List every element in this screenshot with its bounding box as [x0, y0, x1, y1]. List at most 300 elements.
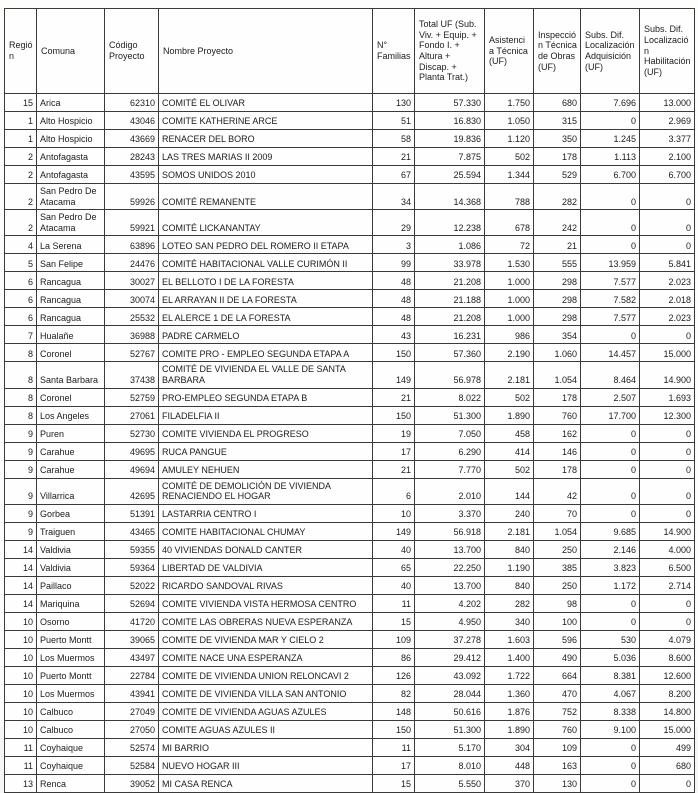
cell: Calbuco [37, 720, 105, 738]
cell: COMITE DE VIVIENDA UNION RELONCAVI 2 [159, 666, 373, 684]
cell: RENACER DEL BORO [159, 130, 373, 148]
cell: 43595 [105, 166, 159, 184]
cell: RUCA PANGUE [159, 442, 373, 460]
table-row [5, 442, 695, 460]
table-row [5, 576, 695, 594]
cell: COMITE AGUAS AZULES II [159, 720, 373, 738]
cell: 21 [373, 388, 415, 406]
cell: 0 [581, 184, 640, 210]
column-header: Comuna [37, 9, 105, 94]
table-row [5, 460, 695, 478]
cell: Coyhaique [37, 756, 105, 774]
column-header: Región [5, 9, 37, 94]
cell: Arica [37, 94, 105, 112]
table-body [5, 94, 695, 793]
cell: COMITE DE VIVIENDA MAR Y CIELO 2 [159, 630, 373, 648]
cell: COMITE DE VIVIENDA AGUAS AZULES [159, 702, 373, 720]
column-header: Nombre Proyecto [159, 9, 373, 94]
cell: 17 [373, 756, 415, 774]
cell: 9 [5, 424, 37, 442]
cell: 1.890 [485, 720, 534, 738]
cell: 2.507 [581, 388, 640, 406]
cell: 555 [534, 254, 581, 272]
cell: 1.876 [485, 702, 534, 720]
cell: 14.900 [640, 362, 695, 388]
cell: 282 [534, 184, 581, 210]
cell: 0 [640, 424, 695, 442]
cell: Coyhaique [37, 738, 105, 756]
cell: 414 [485, 442, 534, 460]
table-row [5, 666, 695, 684]
table-row [5, 522, 695, 540]
cell: 8.338 [581, 702, 640, 720]
cell: 49694 [105, 460, 159, 478]
table-row [5, 630, 695, 648]
cell: 9 [5, 504, 37, 522]
cell: 6.700 [581, 166, 640, 184]
cell: COMITE VIVIENDA VISTA HERMOSA CENTRO [159, 594, 373, 612]
cell: 9 [5, 442, 37, 460]
cell: 8 [5, 362, 37, 388]
cell: Antofagasta [37, 166, 105, 184]
cell: 82 [373, 684, 415, 702]
cell: 298 [534, 308, 581, 326]
cell: 0 [581, 612, 640, 630]
cell: 150 [373, 406, 415, 424]
cell: 13.000 [640, 94, 695, 112]
cell: 36988 [105, 326, 159, 344]
cell: 490 [534, 648, 581, 666]
cell: 40 [373, 540, 415, 558]
cell: 282 [485, 594, 534, 612]
cell: 39052 [105, 774, 159, 792]
cell: 350 [534, 130, 581, 148]
cell: Coronel [37, 344, 105, 362]
cell: 59926 [105, 184, 159, 210]
cell: 10 [373, 504, 415, 522]
cell: 30074 [105, 290, 159, 308]
table-row [5, 308, 695, 326]
cell: 680 [640, 756, 695, 774]
table-row [5, 290, 695, 308]
cell: 298 [534, 290, 581, 308]
cell: Antofagasta [37, 148, 105, 166]
cell: 7.577 [581, 308, 640, 326]
cell: PADRE CARMELO [159, 326, 373, 344]
cell: 59355 [105, 540, 159, 558]
cell: 1.603 [485, 630, 534, 648]
cell: 27061 [105, 406, 159, 424]
cell: Rancagua [37, 308, 105, 326]
cell: 8.022 [415, 388, 485, 406]
cell: San Pedro De Atacama [37, 184, 105, 210]
cell: 6 [5, 272, 37, 290]
cell: 41720 [105, 612, 159, 630]
cell: 5.841 [640, 254, 695, 272]
cell: 0 [640, 236, 695, 254]
cell: 0 [581, 112, 640, 130]
cell: 2.181 [485, 362, 534, 388]
table-header [5, 9, 695, 94]
cell: 8.381 [581, 666, 640, 684]
cell: 57.360 [415, 344, 485, 362]
cell: 40 [373, 576, 415, 594]
cell: 12.600 [640, 666, 695, 684]
cell: 2.100 [640, 148, 695, 166]
cell: COMITÉ DE VIVIENDA EL VALLE DE SANTA BARBARA [159, 362, 373, 388]
cell: 12.300 [640, 406, 695, 424]
cell: San Pedro De Atacama [37, 210, 105, 236]
column-header: Asistencia Técnica (UF) [485, 9, 534, 94]
cell: 51 [373, 112, 415, 130]
cell: 2.010 [415, 478, 485, 504]
cell: 678 [485, 210, 534, 236]
cell: 149 [373, 362, 415, 388]
cell: 0 [581, 210, 640, 236]
cell: 385 [534, 558, 581, 576]
table-row [5, 540, 695, 558]
cell: 52730 [105, 424, 159, 442]
cell: 14 [5, 558, 37, 576]
cell: 596 [534, 630, 581, 648]
cell: LAS TRES MARIAS II 2009 [159, 148, 373, 166]
cell: LASTARRIA CENTRO I [159, 504, 373, 522]
cell: 1.120 [485, 130, 534, 148]
cell: 5 [5, 254, 37, 272]
cell: 10 [5, 630, 37, 648]
cell: 43046 [105, 112, 159, 130]
cell: 40 VIVIENDAS DONALD CANTER [159, 540, 373, 558]
cell: Alto Hospicio [37, 130, 105, 148]
cell: 29 [373, 210, 415, 236]
cell: 2.146 [581, 540, 640, 558]
cell: Rancagua [37, 272, 105, 290]
cell: 43941 [105, 684, 159, 702]
cell: 21 [373, 460, 415, 478]
cell: 42 [534, 478, 581, 504]
cell: 52022 [105, 576, 159, 594]
table-row [5, 594, 695, 612]
table-row [5, 424, 695, 442]
cell: 1.890 [485, 406, 534, 424]
cell: 10 [5, 684, 37, 702]
cell: 15.000 [640, 344, 695, 362]
cell: 0 [640, 184, 695, 210]
cell: 99 [373, 254, 415, 272]
cell: 21.208 [415, 308, 485, 326]
cell: 13.700 [415, 576, 485, 594]
cell: 298 [534, 272, 581, 290]
cell: 0 [640, 612, 695, 630]
cell: Carahue [37, 460, 105, 478]
cell: 9.100 [581, 720, 640, 738]
cell: 13.959 [581, 254, 640, 272]
cell: 1 [5, 112, 37, 130]
cell: 48 [373, 290, 415, 308]
cell: 13.700 [415, 540, 485, 558]
cell: 27049 [105, 702, 159, 720]
cell: 42695 [105, 478, 159, 504]
cell: 0 [581, 236, 640, 254]
cell: 470 [534, 684, 581, 702]
cell: 6.290 [415, 442, 485, 460]
cell: Valdivia [37, 558, 105, 576]
cell: Renca [37, 774, 105, 792]
cell: 2 [5, 210, 37, 236]
cell: COMITÉ REMANENTE [159, 184, 373, 210]
table-row [5, 210, 695, 236]
table-row [5, 130, 695, 148]
cell: 2 [5, 166, 37, 184]
cell: AMULEY NEHUEN [159, 460, 373, 478]
column-header: Código Proyecto [105, 9, 159, 94]
cell: 788 [485, 184, 534, 210]
cell: 4.202 [415, 594, 485, 612]
cell: 4.067 [581, 684, 640, 702]
cell: 17 [373, 442, 415, 460]
cell: 0 [581, 594, 640, 612]
cell: Osorno [37, 612, 105, 630]
cell: COMITE NACE UNA ESPERANZA [159, 648, 373, 666]
cell: 1.000 [485, 308, 534, 326]
cell: LOTEO SAN PEDRO DEL ROMERO II ETAPA [159, 236, 373, 254]
cell: 7 [5, 326, 37, 344]
cell: 1.693 [640, 388, 695, 406]
cell: 6 [5, 290, 37, 308]
cell: 43669 [105, 130, 159, 148]
cell: COMITÉ DE DEMOLICIÓN DE VIVIENDA RENACIENDO EL HOGAR [159, 478, 373, 504]
cell: 178 [534, 388, 581, 406]
cell: 752 [534, 702, 581, 720]
cell: 59364 [105, 558, 159, 576]
cell: 21 [534, 236, 581, 254]
cell: 4.000 [640, 540, 695, 558]
cell: 1.722 [485, 666, 534, 684]
cell: 4.950 [415, 612, 485, 630]
cell: 28243 [105, 148, 159, 166]
cell: 130 [534, 774, 581, 792]
cell: 10 [5, 720, 37, 738]
column-header: Subs. Dif. Localización Habilitación (UF) [640, 9, 695, 94]
cell: 15 [373, 774, 415, 792]
cell: 3.377 [640, 130, 695, 148]
cell: Puren [37, 424, 105, 442]
cell: Los Muermos [37, 684, 105, 702]
cell: 22784 [105, 666, 159, 684]
cell: 1.054 [534, 522, 581, 540]
cell: 354 [534, 326, 581, 344]
cell: 502 [485, 148, 534, 166]
cell: 1.530 [485, 254, 534, 272]
cell: 15 [373, 612, 415, 630]
cell: EL BELLOTO I DE LA FORESTA [159, 272, 373, 290]
cell: 1.344 [485, 166, 534, 184]
cell: 56.978 [415, 362, 485, 388]
cell: 8.600 [640, 648, 695, 666]
column-header: Total UF (Sub. Viv. + Equip. + Fondo I. + Altura + Discap. + Planta Trat.) [415, 9, 485, 94]
cell: Calbuco [37, 702, 105, 720]
cell: 37.278 [415, 630, 485, 648]
cell: RICARDO SANDOVAL RIVAS [159, 576, 373, 594]
cell: Los Muermos [37, 648, 105, 666]
cell: 162 [534, 424, 581, 442]
cell: Traiguen [37, 522, 105, 540]
cell: 240 [485, 504, 534, 522]
cell: 11 [373, 738, 415, 756]
table-row [5, 756, 695, 774]
table-row [5, 254, 695, 272]
cell: 502 [485, 460, 534, 478]
cell: 109 [534, 738, 581, 756]
projects-table [4, 8, 695, 793]
cell: 148 [373, 702, 415, 720]
cell: 8.464 [581, 362, 640, 388]
cell: 9 [5, 478, 37, 504]
cell: MI BARRIO [159, 738, 373, 756]
cell: 14 [5, 540, 37, 558]
cell: 986 [485, 326, 534, 344]
cell: COMITE HABITACIONAL CHUMAY [159, 522, 373, 540]
table-row [5, 388, 695, 406]
cell: 1.000 [485, 290, 534, 308]
cell: 0 [640, 326, 695, 344]
cell: 1 [5, 130, 37, 148]
cell: NUEVO HOGAR III [159, 756, 373, 774]
table-row [5, 148, 695, 166]
cell: 8.200 [640, 684, 695, 702]
cell: 2.018 [640, 290, 695, 308]
cell: 502 [485, 388, 534, 406]
cell: San Felipe [37, 254, 105, 272]
table-row [5, 362, 695, 388]
cell: 51391 [105, 504, 159, 522]
cell: 1.190 [485, 558, 534, 576]
cell: EL ARRAYAN II DE LA FORESTA [159, 290, 373, 308]
cell: 144 [485, 478, 534, 504]
cell: 0 [581, 504, 640, 522]
cell: 0 [581, 460, 640, 478]
cell: SOMOS UNIDOS 2010 [159, 166, 373, 184]
cell: 37438 [105, 362, 159, 388]
table-row [5, 166, 695, 184]
cell: 0 [640, 210, 695, 236]
table-row [5, 478, 695, 504]
cell: 2.969 [640, 112, 695, 130]
cell: Puerto Montt [37, 666, 105, 684]
cell: 62310 [105, 94, 159, 112]
cell: 7.770 [415, 460, 485, 478]
cell: 52759 [105, 388, 159, 406]
cell: 5.036 [581, 648, 640, 666]
cell: Paillaco [37, 576, 105, 594]
cell: 7.050 [415, 424, 485, 442]
cell: 14.368 [415, 184, 485, 210]
cell: 1.086 [415, 236, 485, 254]
cell: 163 [534, 756, 581, 774]
cell: 178 [534, 460, 581, 478]
cell: LIBERTAD DE VALDIVIA [159, 558, 373, 576]
cell: 19.836 [415, 130, 485, 148]
cell: 14.900 [640, 522, 695, 540]
cell: 109 [373, 630, 415, 648]
table-row [5, 648, 695, 666]
cell: 86 [373, 648, 415, 666]
cell: 50.616 [415, 702, 485, 720]
cell: 1.172 [581, 576, 640, 594]
cell: 0 [581, 424, 640, 442]
column-header: N° Familias [373, 9, 415, 94]
cell: 43 [373, 326, 415, 344]
cell: 150 [373, 344, 415, 362]
cell: 149 [373, 522, 415, 540]
cell: 43497 [105, 648, 159, 666]
cell: 130 [373, 94, 415, 112]
table-row [5, 236, 695, 254]
cell: 499 [640, 738, 695, 756]
cell: EL ALERCE 1 DE LA FORESTA [159, 308, 373, 326]
cell: 7.582 [581, 290, 640, 308]
cell: 126 [373, 666, 415, 684]
cell: 2.714 [640, 576, 695, 594]
cell: 33.978 [415, 254, 485, 272]
cell: 2 [5, 184, 37, 210]
column-header: Inspección Técnica de Obras (UF) [534, 9, 581, 94]
header-row [5, 9, 695, 94]
cell: 340 [485, 612, 534, 630]
cell: 13 [5, 774, 37, 792]
cell: 10 [5, 648, 37, 666]
cell: 72 [485, 236, 534, 254]
cell: Los Angeles [37, 406, 105, 424]
cell: 8.010 [415, 756, 485, 774]
cell: 530 [581, 630, 640, 648]
cell: 10 [5, 612, 37, 630]
cell: 56.918 [415, 522, 485, 540]
cell: 680 [534, 94, 581, 112]
cell: PRO-EMPLEO SEGUNDA ETAPA B [159, 388, 373, 406]
column-header: Subs. Dif. Localización Adquisición (UF) [581, 9, 640, 94]
cell: 30027 [105, 272, 159, 290]
table-row [5, 720, 695, 738]
cell: 52694 [105, 594, 159, 612]
cell: 6.700 [640, 166, 695, 184]
cell: 15.000 [640, 720, 695, 738]
cell: 52767 [105, 344, 159, 362]
cell: 14 [5, 576, 37, 594]
cell: 2.023 [640, 272, 695, 290]
cell: 100 [534, 612, 581, 630]
table-row [5, 612, 695, 630]
cell: 0 [581, 478, 640, 504]
cell: 7.696 [581, 94, 640, 112]
cell: 11 [5, 756, 37, 774]
cell: 67 [373, 166, 415, 184]
cell: 24476 [105, 254, 159, 272]
cell: 0 [581, 326, 640, 344]
cell: 529 [534, 166, 581, 184]
cell: 1.060 [534, 344, 581, 362]
cell: 840 [485, 576, 534, 594]
table-row [5, 344, 695, 362]
table-row [5, 112, 695, 130]
cell: 25532 [105, 308, 159, 326]
cell: La Serena [37, 236, 105, 254]
cell: 6.500 [640, 558, 695, 576]
cell: 3.370 [415, 504, 485, 522]
cell: 25.594 [415, 166, 485, 184]
cell: 0 [640, 504, 695, 522]
cell: MI CASA RENCA [159, 774, 373, 792]
